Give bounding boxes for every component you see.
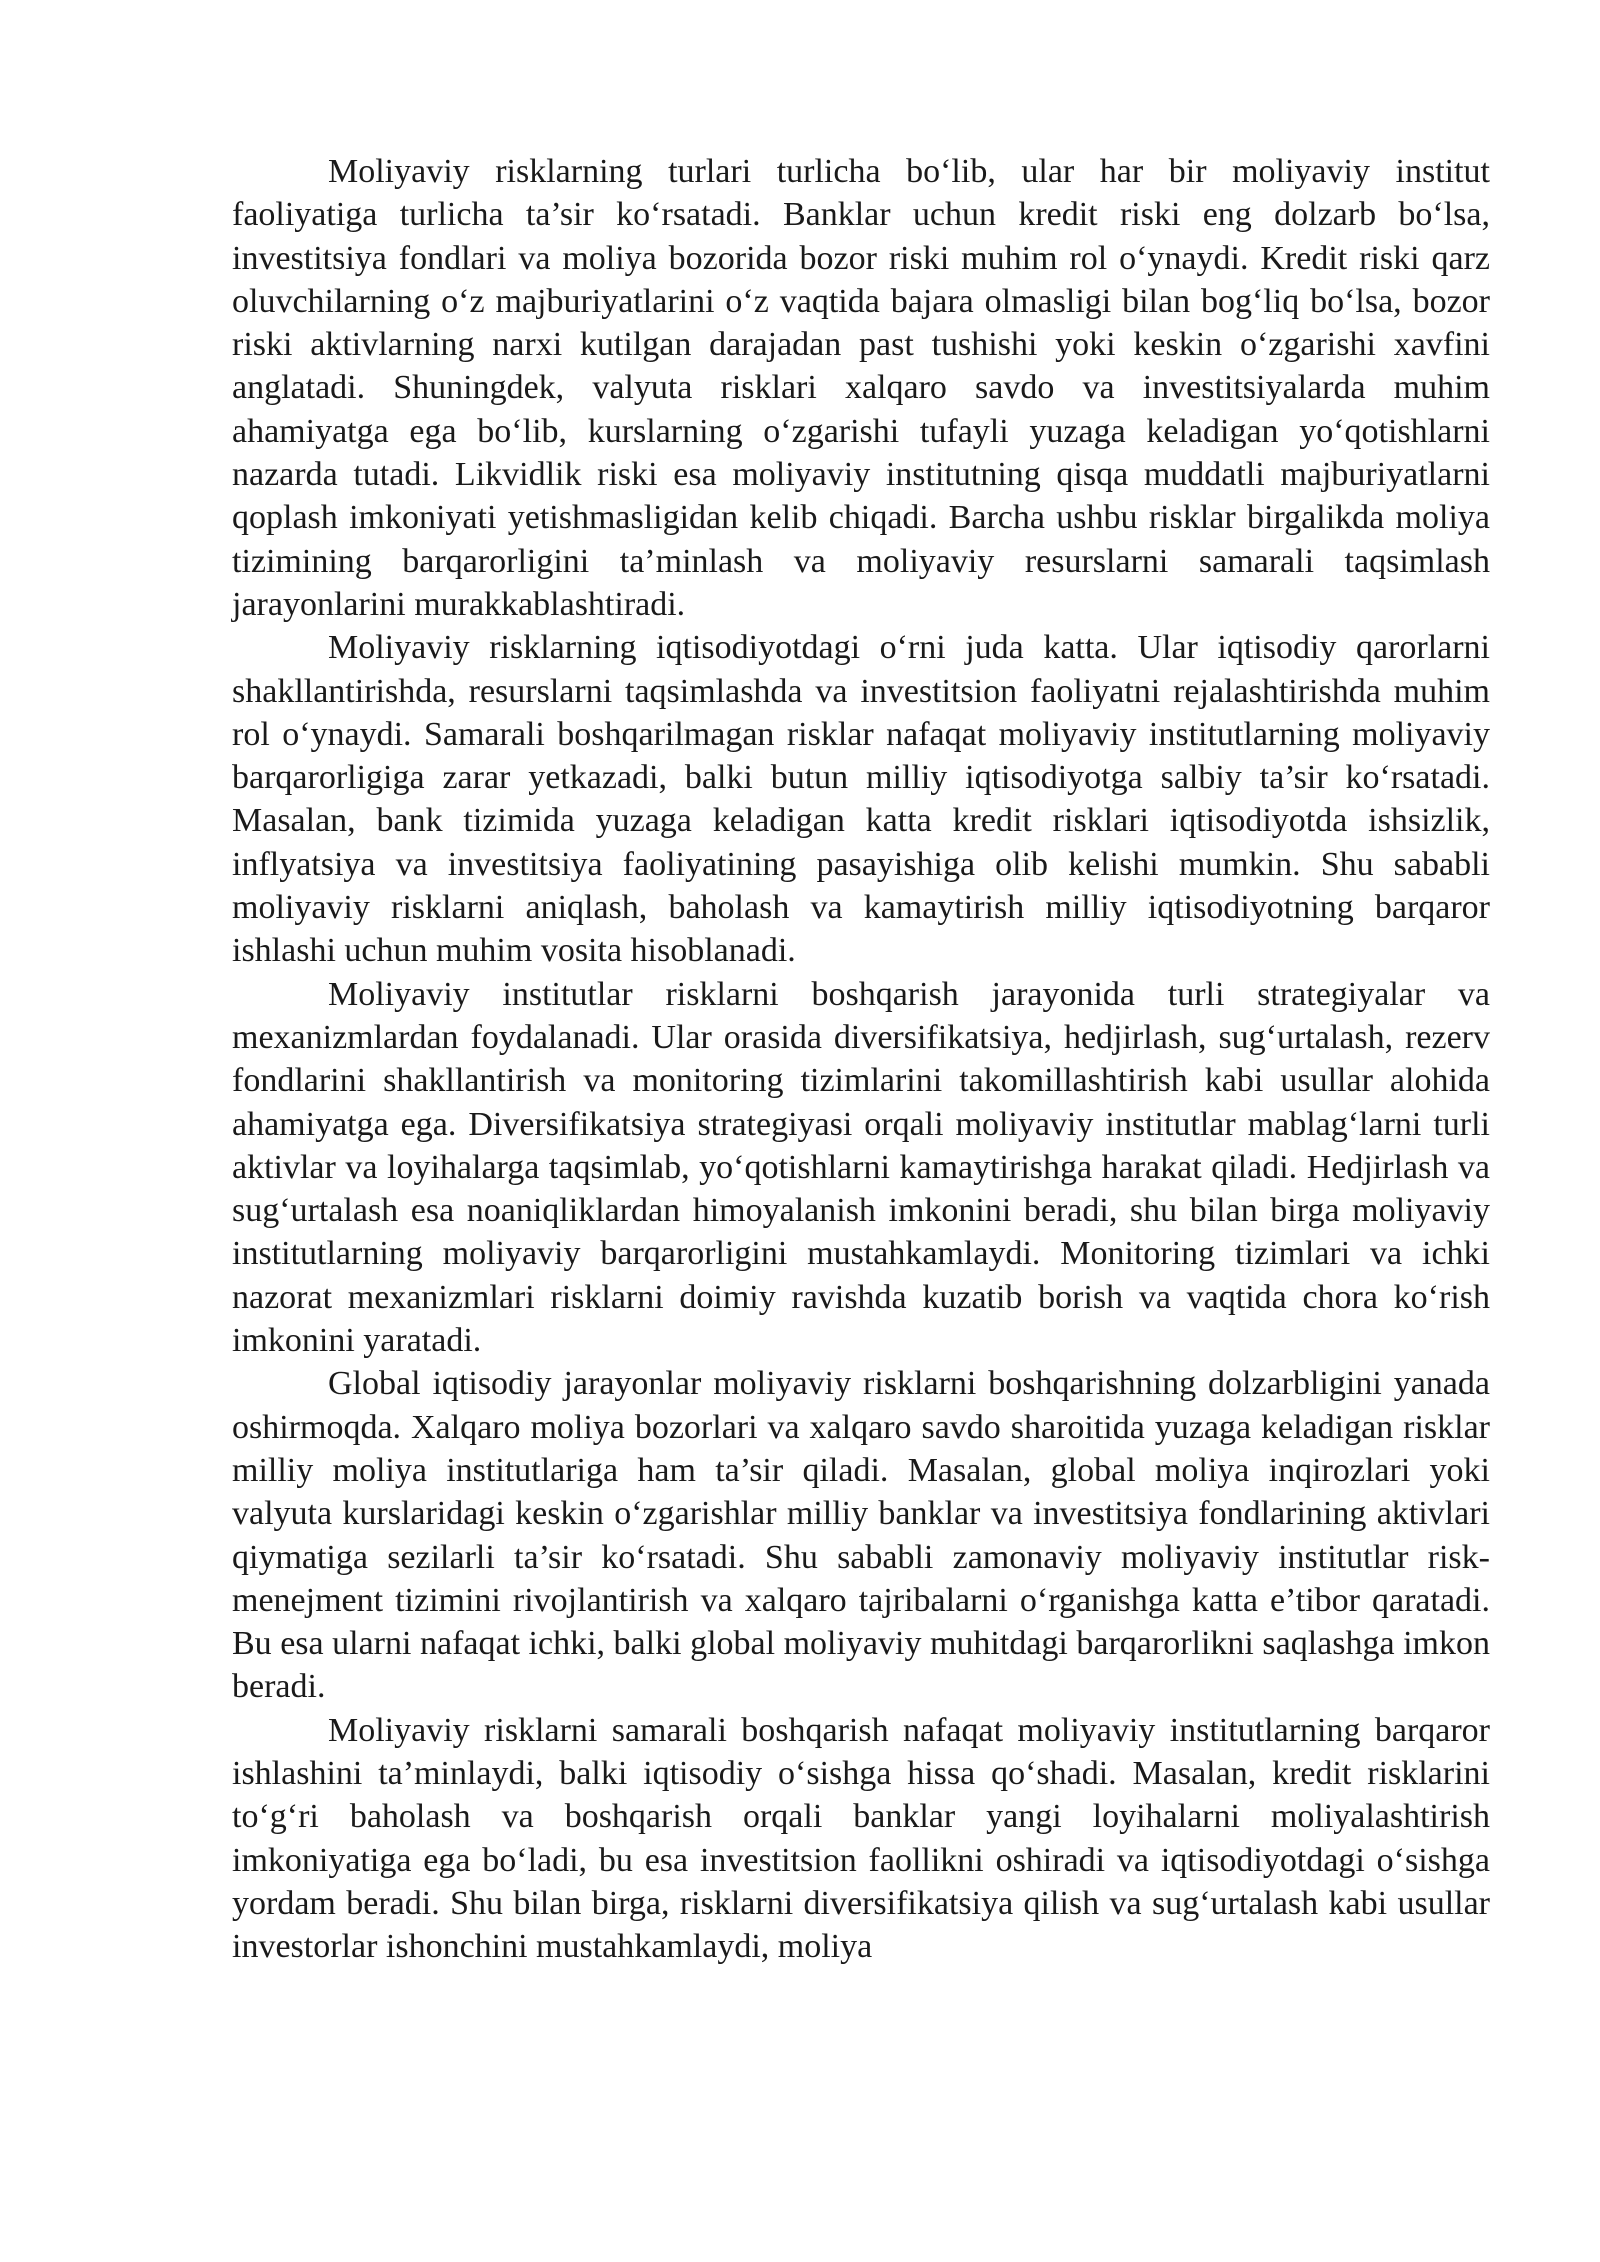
paragraph-risk-types: Moliyaviy risklarning turlari turlicha bo‘lib, ular har bir moliyaviy institut faoliyatiga turlicha ta’sir ko‘rsatadi. Banklar uchun kredit riski eng dolzarb bo‘lsa, investitsiya fondlari va moliya bozorida bozor riski muhim rol o‘ynaydi. Kredit riski qarz oluvchilarning o‘z majburiyatlarini o‘z vaqtida bajara olmasligi bilan bog‘liq bo‘lsa, bozor riski aktivlarning narxi kutilgan darajadan past tushishi yoki keskin o‘zgarishi xavfini anglatadi. Shuningdek, valyuta risklari xalqaro savdo va investitsiyalarda muhim ahamiyatga ega bo‘lib, kurslarning o‘zgarishi tufayli yuzaga keladigan yo‘qotishlarni nazarda tutadi. Likvidlik riski esa moliyaviy institutning qisqa muddatli majburiyatlarni qoplash imkoniyati yetishmasligidan kelib chiqadi. Barcha ushbu risklar birgalikda moliya tizimining barqarorligini ta’minlash va moliyaviy resurslarni samarali taqsimlash jarayonlarini murakkablashtiradi.: [232, 153, 1490, 623]
paragraph-global-processes: Global iqtisodiy jarayonlar moliyaviy risklarni boshqarishning dolzarbligini yanada oshirmoqda. Xalqaro moliya bozorlari va xalqaro savdo sharoitida yuzaga keladigan risklar milliy moliya institutlariga ham ta’sir qiladi. Masalan, global moliya inqirozlari yoki valyuta kurslaridagi keskin o‘zgarishlar milliy banklar va investitsiya fondlarining aktivlari qiymatiga sezilarli ta’sir ko‘rsatadi. Shu sababli zamonaviy moliyaviy institutlar risk-menejment tizimini rivojlantirish va xalqaro tajribalarni o‘rganishga katta e’tibor qaratadi. Bu esa ularni nafaqat ichki, balki global moliyaviy muhitdagi barqarorlikni saqlashga imkon beradi.: [232, 1365, 1490, 1706]
document-page: [232, 150, 1490, 1968]
paragraph-risk-management-strategies: Moliyaviy institutlar risklarni boshqarish jarayonida turli strategiyalar va mexanizmlardan foydalanadi. Ular orasida diversifikatsiya, hedjirlash, sug‘urtalash, rezerv fondlarini shakllantirish va monitoring tizimlarini takomillashtirish kabi usullar alohida ahamiyatga ega. Diversifikatsiya strategiyasi orqali moliyaviy institutlar mablag‘larni turli aktivlar va loyihalarga taqsimlab, yo‘qotishlarni kamaytirishga harakat qiladi. Hedjirlash va sug‘urtalash esa noaniqliklardan himoyalanish imkonini beradi, shu bilan birga moliyaviy institutlarning moliyaviy barqarorligini mustahkamlaydi. Monitoring tizimlari va ichki nazorat mexanizmlari risklarni doimiy ravishda kuzatib borish va vaqtida chora ko‘rish imkonini yaratadi.: [232, 975, 1490, 1360]
paragraph-effective-management: Moliyaviy risklarni samarali boshqarish nafaqat moliyaviy institutlarning barqaror ishlashini ta’minlaydi, balki iqtisodiy o‘sishga hissa qo‘shadi. Masalan, kredit risklarini to‘g‘ri baholash va boshqarish orqali banklar yangi loyihalarni moliyalashtirish imkoniyatiga ega bo‘ladi, bu esa investitsion faollikni oshiradi va iqtisodiyotdagi o‘sishga yordam beradi. Shu bilan birga, risklarni diversifikatsiya qilish va sug‘urtalash kabi usullar investorlar ishonchini mustahkamlaydi, moliya: [232, 1711, 1490, 1966]
paragraph-risk-role-economy: Moliyaviy risklarning iqtisodiyotdagi o‘rni juda katta. Ular iqtisodiy qarorlarni shakllantirishda, resurslarni taqsimlashda va investitsion faoliyatni rejalashtirishda muhim rol o‘ynaydi. Samarali boshqarilmagan risklar nafaqat moliyaviy institutlarning moliyaviy barqarorligiga zarar yetkazadi, balki butun milliy iqtisodiyotga salbiy ta’sir ko‘rsatadi. Masalan, bank tizimida yuzaga keladigan katta kredit risklari iqtisodiyotda ishsizlik, inflyatsiya va investitsiya faoliyatining pasayishiga olib kelishi mumkin. Shu sababli moliyaviy risklarni aniqlash, baholash va kamaytirish milliy iqtisodiyotning barqaror ishlashi uchun muhim vosita hisoblanadi.: [232, 629, 1490, 970]
